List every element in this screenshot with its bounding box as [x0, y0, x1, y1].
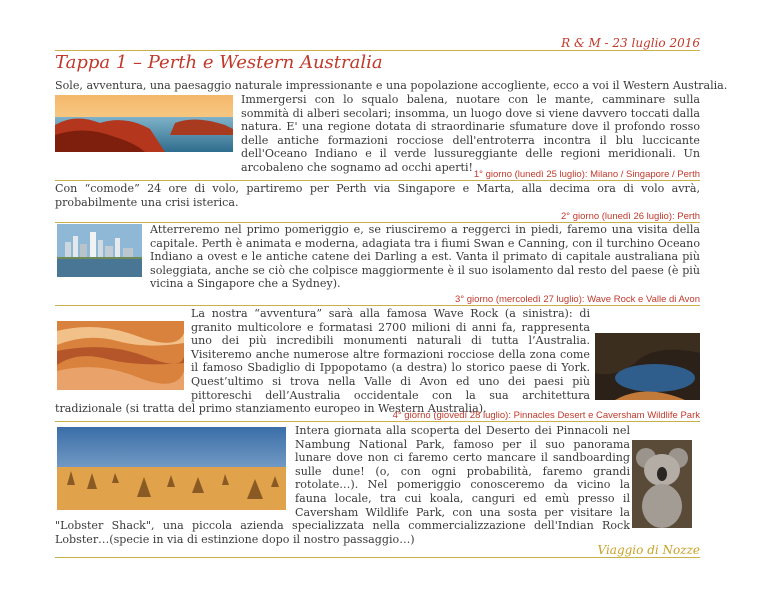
day-2-heading: 2° giorno (lunedì 26 luglio): Perth	[561, 211, 700, 222]
wave-rock-photo	[57, 321, 184, 390]
day-1-rule	[55, 180, 700, 181]
hippo-yawn-photo	[595, 333, 700, 400]
header-rule	[55, 50, 700, 51]
day-3-text: La nostra “avventura” sarà alla famosa Wave Rock (a sinistra): di granito multicolore e formatasi 2700 milioni di anni fa, rappresenta uno dei più incredibili monumenti naturali di tutta l’Australia. Visiteremo anche numerose altre formazioni rocciose della zona come il famoso Sbadiglio di Ippopotamo (a destra) lo storico paese di York. Quest’ultimo si trova nella Valle di Avon ed uno dei paesi più pittoreschi dell’Australia occidentale con la sua architettura tradizionale (si tratta del primo stanziamento europeo in Western Australia).	[55, 307, 590, 416]
coastal-sunset-photo	[55, 95, 233, 152]
day-3-heading: 3° giorno (mercoledì 27 luglio): Wave Rock e Valle di Avon	[455, 294, 700, 305]
day-1-text: Con “comode” 24 ore di volo, partiremo per Perth via Singapore e Marta, alla decima ora di volo avrà, probabilmente una crisi isterica.	[55, 182, 700, 209]
day-3-rule	[55, 305, 700, 306]
perth-skyline-photo	[57, 224, 142, 277]
intro-text: Immergersi con lo squalo balena, nuotare con le mante, camminare sulla sommità di alberi secolari; insomma, un luogo dove si viene davvero toccati dalla natura. E' una regione dotata di straordinarie sfumature dove il profondo rosso delle antiche formazioni rocciose dell'entroterra incontra il blu luccicante dell'Oceano Indiano e il verde lussureggiante delle regioni meridionali. Un arcobaleno che sognamo ad occhi aperti!	[241, 93, 700, 174]
header-date: R & M - 23 luglio 2016	[561, 36, 700, 50]
footer-label: Viaggio di Nozze	[597, 543, 700, 557]
day-4-text: Intera giornata alla scoperta del Deserto dei Pinnacoli nel Nambung National Park, famoso per il suo panorama lunare dove non ci faremo certo mancare il sandboarding sulle dune! (o, con ogni probabilità, faremo grandi rotolate…). Nel pomeriggio conosceremo da vicino la fauna locale, tra cui koala, canguri ed emù presso il Caversham Wildlife Park, con una sosta per visitare la "Lobster Shack", una piccola azienda specializzata nella commercializzazione dell'Indian Rock Lobster…(specie in via di estinzione dopo il nostro passaggio…)	[55, 424, 630, 546]
day-4-heading: 4° giorno (giovedì 28 luglio): Pinnacles Desert e Caversham Wildlife Park	[392, 410, 700, 421]
day-2-text: Atterreremo nel primo pomeriggio e, se riusciremo a reggerci in piedi, faremo una visita della capitale. Perth è animata e moderna, adagiata tra i fiumi Swan e Canning, con il turchino Oceano Indiano a ovest e le antiche catene dei Darling a est. Vanta il primato di capitale australiana più soleggiata, anche se ciò che colpisce maggiormente è il suo isolamento dal resto del paese (è più vicina a Singapore che a Sydney).	[150, 223, 700, 291]
day-1-heading: 1° giorno (lunedì 25 luglio): Milano / Singapore / Perth	[473, 169, 700, 180]
intro-first-line: Sole, avventura, una paesaggio naturale impressionante e una popolazione accogliente, ecco a voi il Western Australia.	[55, 79, 728, 92]
footer-rule	[55, 557, 700, 558]
day-4-rule	[55, 421, 700, 422]
page-title: Tappa 1 – Perth e Western Australia	[55, 52, 383, 73]
